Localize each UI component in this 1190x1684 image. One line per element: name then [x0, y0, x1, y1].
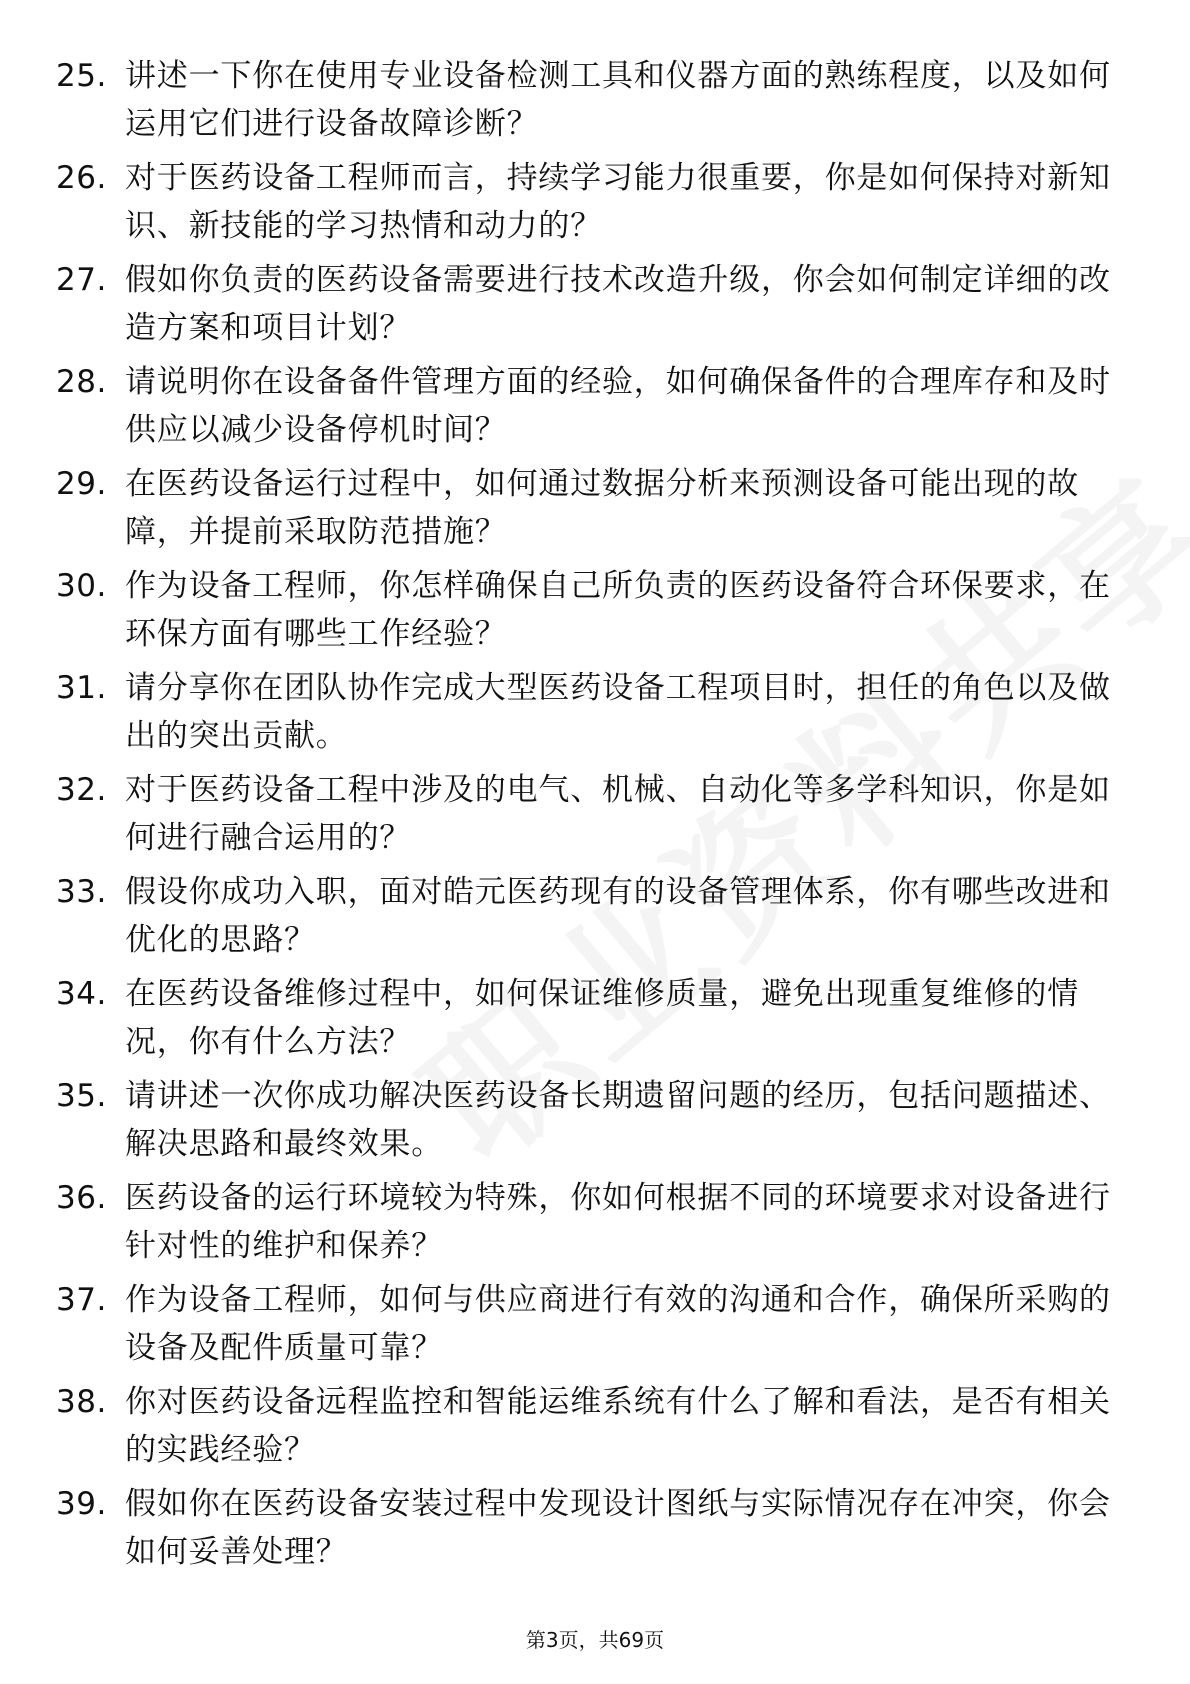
question-item: [0, 664, 1190, 766]
question-text: 假设你成功入职，面对皓元医药现有的设备管理体系，你有哪些改进和优化的思路？: [125, 874, 1111, 958]
question-text: 假如你负责的医药设备需要进行技术改造升级，你会如何制定详细的改造方案和项目计划？: [125, 262, 1111, 346]
question-number: 38.: [56, 1384, 107, 1420]
question-number: 37.: [56, 1282, 107, 1318]
question-text: 讲述一下你在使用专业设备检测工具和仪器方面的熟练程度，以及如何运用它们进行设备故障诊断？: [125, 58, 1111, 142]
question-text: 在医药设备维修过程中，如何保证维修质量，避免出现重复维修的情况，你有什么方法？: [125, 976, 1079, 1060]
question-text: 你对医药设备远程监控和智能运维系统有什么了解和看法，是否有相关的实践经验？: [125, 1384, 1111, 1468]
question-number: 26.: [56, 160, 107, 196]
question-number: 35.: [56, 1078, 107, 1114]
question-item: [0, 256, 1190, 358]
page-number-label: 第3页，共69页: [525, 1628, 665, 1652]
question-number: 30.: [56, 568, 107, 604]
question-item: [0, 1480, 1190, 1582]
question-item: [0, 562, 1190, 664]
question-number: 36.: [56, 1180, 107, 1216]
question-text: 请分享你在团队协作完成大型医药设备工程项目时，担任的角色以及做出的突出贡献。: [125, 670, 1111, 754]
question-number: 25.: [56, 58, 107, 94]
question-number: 28.: [56, 364, 107, 400]
question-item: [0, 1378, 1190, 1480]
question-text: 假如你在医药设备安装过程中发现设计图纸与实际情况存在冲突，你会如何妥善处理？: [125, 1486, 1111, 1570]
question-number: 32.: [56, 772, 107, 808]
question-text: 作为设备工程师，你怎样确保自己所负责的医药设备符合环保要求，在环保方面有哪些工作经验？: [125, 568, 1111, 652]
question-text: 对于医药设备工程师而言，持续学习能力很重要，你是如何保持对新知识、新技能的学习热情和动力的？: [125, 160, 1111, 244]
question-item: [0, 154, 1190, 256]
question-item: [0, 1174, 1190, 1276]
question-text: 对于医药设备工程中涉及的电气、机械、自动化等多学科知识，你是如何进行融合运用的？: [125, 772, 1111, 856]
question-number: 39.: [56, 1486, 107, 1522]
question-item: [0, 52, 1190, 154]
question-item: [0, 1072, 1190, 1174]
question-item: [0, 766, 1190, 868]
question-number: 33.: [56, 874, 107, 910]
question-item: [0, 1276, 1190, 1378]
page-footer: [0, 1625, 1190, 1655]
question-text: 作为设备工程师，如何与供应商进行有效的沟通和合作，确保所采购的设备及配件质量可靠？: [125, 1282, 1111, 1366]
question-number: 27.: [56, 262, 107, 298]
question-item: [0, 970, 1190, 1072]
question-number: 31.: [56, 670, 107, 706]
question-text: 医药设备的运行环境较为特殊，你如何根据不同的环境要求对设备进行针对性的维护和保养？: [125, 1180, 1111, 1264]
question-number: 34.: [56, 976, 107, 1012]
question-text: 请讲述一次你成功解决医药设备长期遗留问题的经历，包括问题描述、解决思路和最终效果。: [125, 1078, 1111, 1162]
question-item: [0, 358, 1190, 460]
question-number: 29.: [56, 466, 107, 502]
question-text: 在医药设备运行过程中，如何通过数据分析来预测设备可能出现的故障，并提前采取防范措施？: [125, 466, 1079, 550]
question-text: 请说明你在设备备件管理方面的经验，如何确保备件的合理库存和及时供应以减少设备停机时间？: [125, 364, 1111, 448]
question-list: [0, 52, 1190, 1582]
question-item: [0, 868, 1190, 970]
question-item: [0, 460, 1190, 562]
